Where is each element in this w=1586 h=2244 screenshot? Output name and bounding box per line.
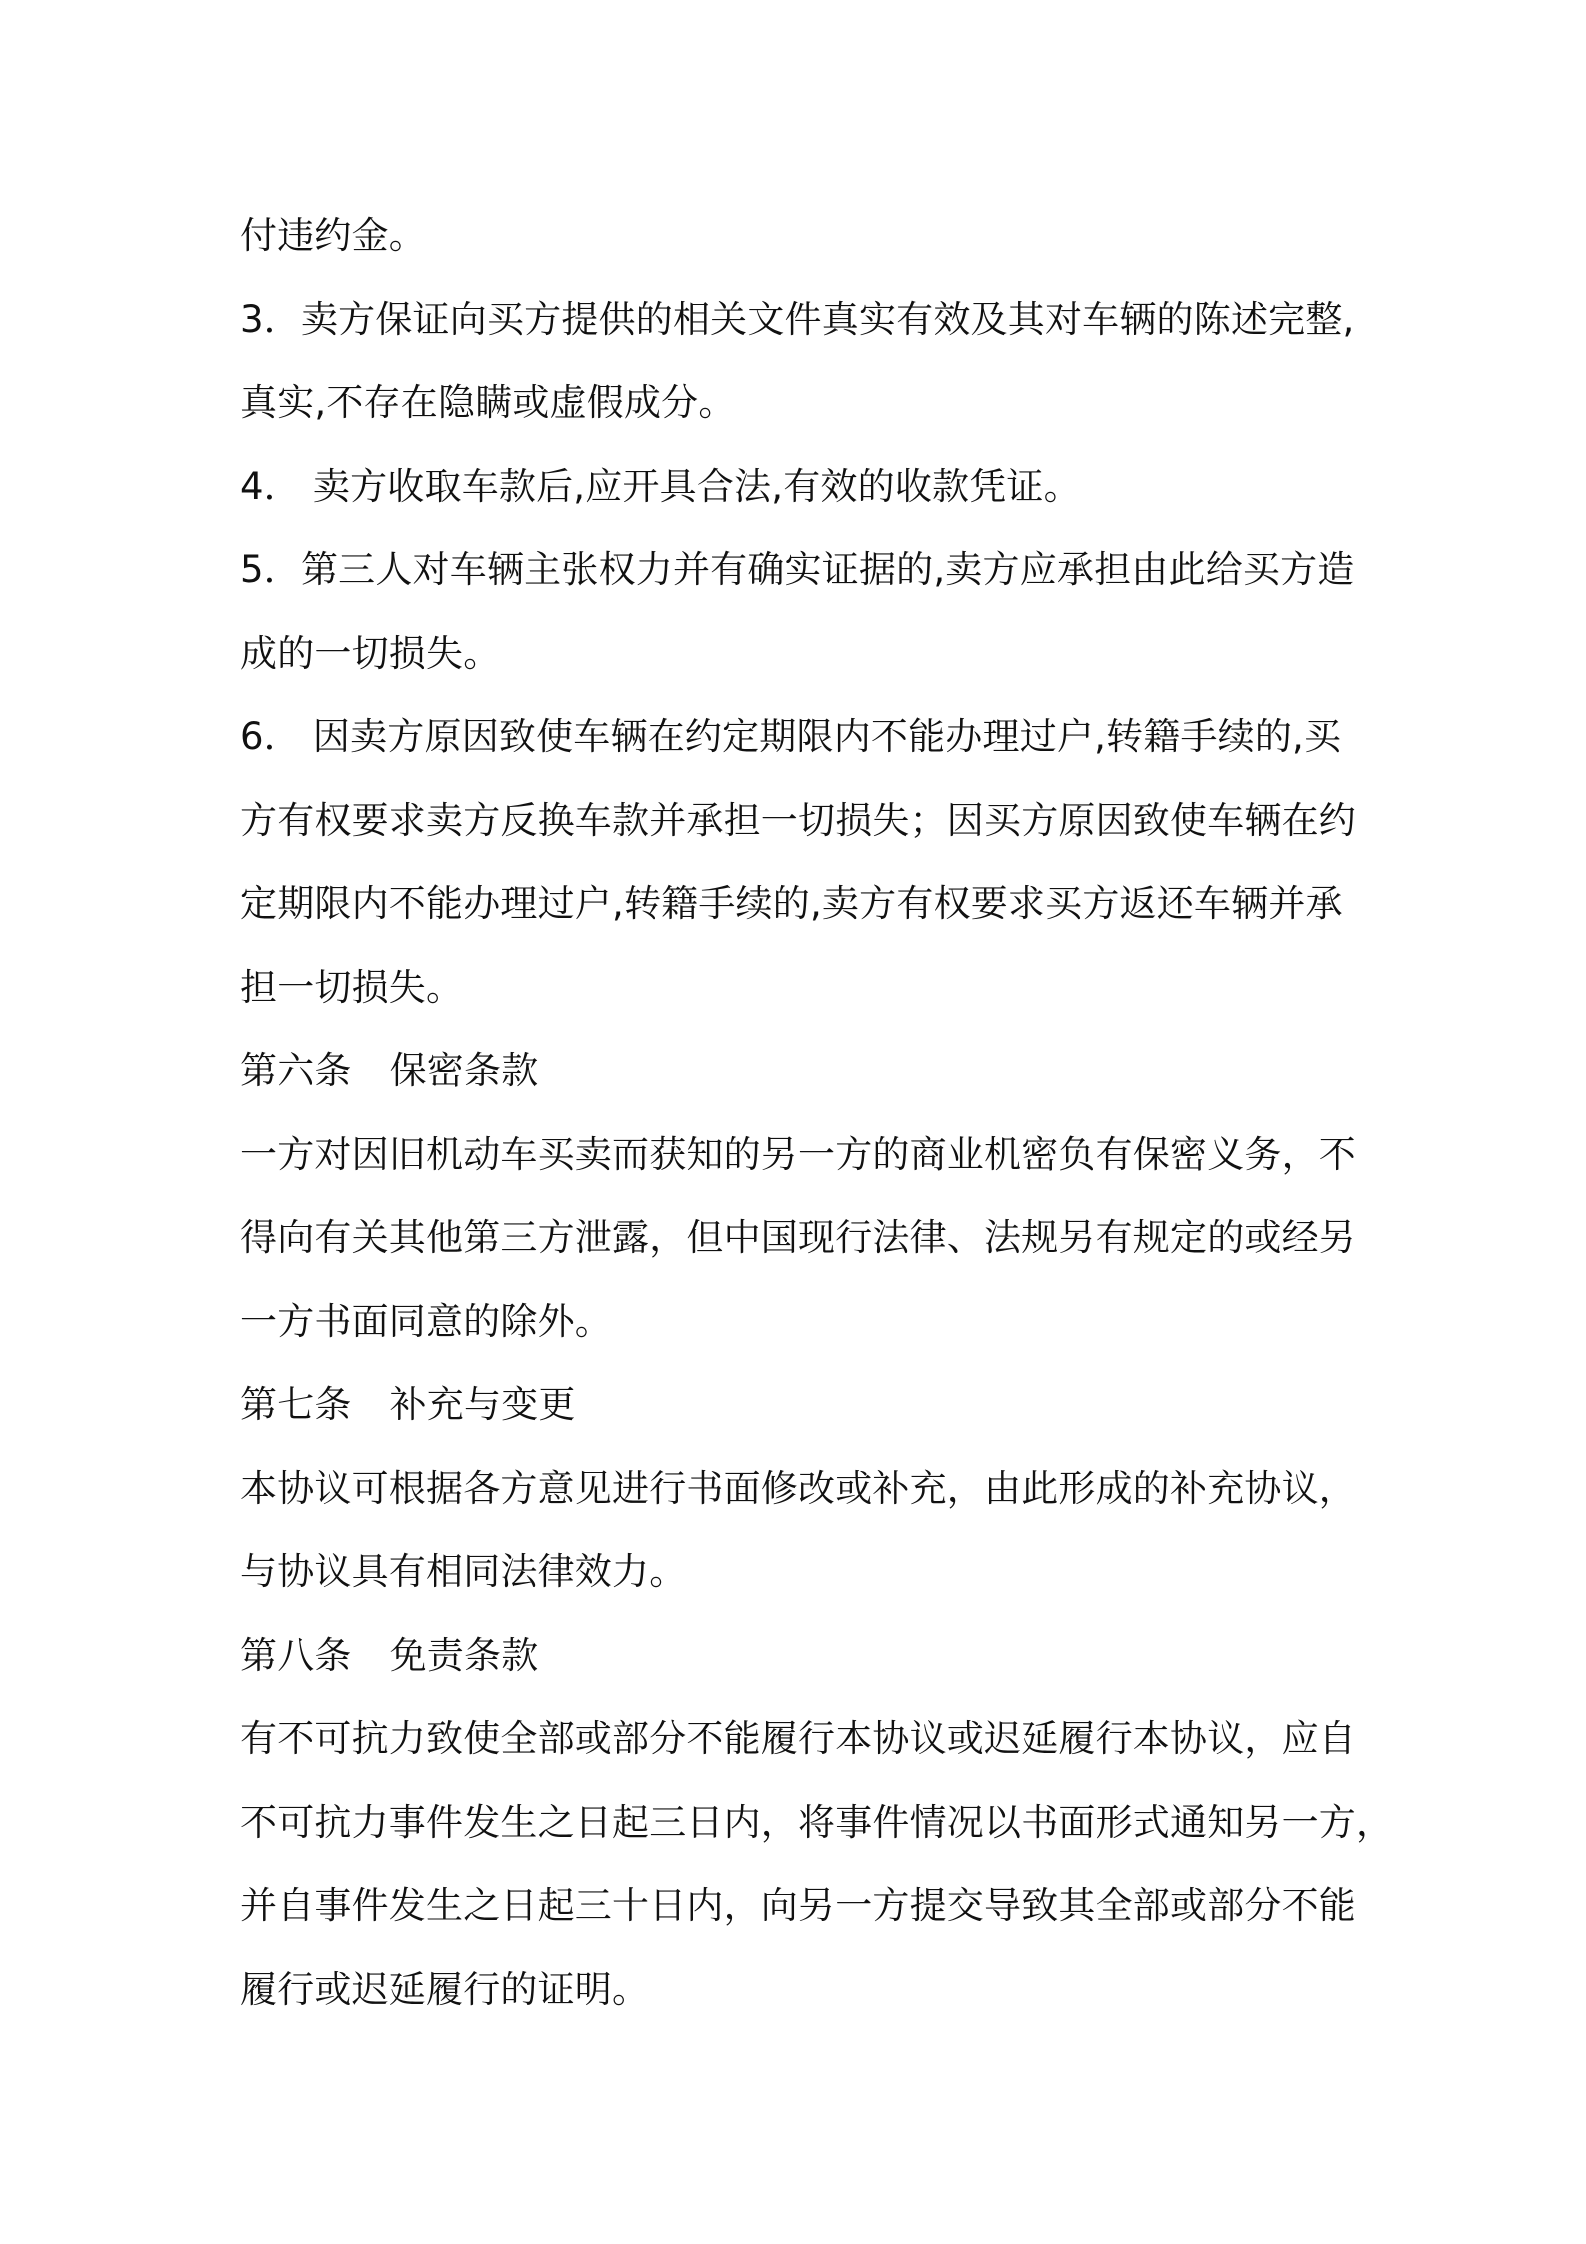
text-line: 成的一切损失。 <box>240 631 501 675</box>
article-7-title: 补充与变更 <box>389 1383 576 1426</box>
article-7-text-line: 本协议可根据各方意见进行书面修改或补充，由此形成的补充协议， <box>240 1466 1356 1510</box>
article-6-title: 保密条款 <box>389 1049 539 1092</box>
text-line: 定期限内不能办理过户,转籍手续的,卖方有权要求买方返还车辆并承 <box>240 882 1343 925</box>
article-8-text-line: 有不可抗力致使全部或部分不能履行本协议或迟延履行本协议，应自 <box>240 1717 1356 1760</box>
article-8-text-line: 履行或迟延履行的证明。 <box>240 1967 650 2011</box>
text-line: 4． 卖方收取车款后,应开具合法,有效的收款凭证。 <box>240 464 1081 508</box>
text-line: 担一切损失。 <box>240 965 464 1009</box>
article-6-text-line: 得向有关其他第三方泄露，但中国现行法律、法规另有规定的或经另 <box>240 1216 1356 1259</box>
article-6-number: 第六条 <box>240 1049 352 1092</box>
article-8-text-line: 并自事件发生之日起三十日内，向另一方提交导致其全部或部分不能 <box>240 1884 1356 1927</box>
article-6-text-line: 一方对因旧机动车买卖而获知的另一方的商业机密负有保密义务，不 <box>240 1132 1356 1176</box>
article-8-number: 第八条 <box>240 1633 352 1677</box>
article-7-number: 第七条 <box>240 1383 352 1426</box>
text-line: 付违约金。 <box>240 214 426 257</box>
article-7-heading <box>240 1363 1370 1447</box>
article-8-title: 免责条款 <box>389 1633 539 1677</box>
text-line: 真实,不存在隐瞒或虚假成分。 <box>240 381 736 424</box>
article-8-heading <box>240 1614 1370 1698</box>
article-7-text-line: 与协议具有相同法律效力。 <box>240 1550 687 1593</box>
document-body <box>240 194 1394 2031</box>
article-6-heading <box>240 1029 1370 1113</box>
text-line: 方有权要求卖方反换车款并承担一切损失；因买方原因致使车辆在约 <box>240 798 1356 842</box>
article-6-text-line: 一方书面同意的除外。 <box>240 1299 612 1343</box>
text-line: 5．第三人对车辆主张权力并有确实证据的,卖方应承担由此给买方造 <box>240 548 1355 591</box>
article-8-text-line: 不可抗力事件发生之日起三日内，将事件情况以书面形式通知另一方， <box>240 1800 1394 1844</box>
text-line: 6． 因卖方原因致使车辆在约定期限内不能办理过户,转籍手续的,买 <box>240 715 1342 758</box>
text-line: 3．卖方保证向买方提供的相关文件真实有效及其对车辆的陈述完整, <box>240 297 1355 341</box>
